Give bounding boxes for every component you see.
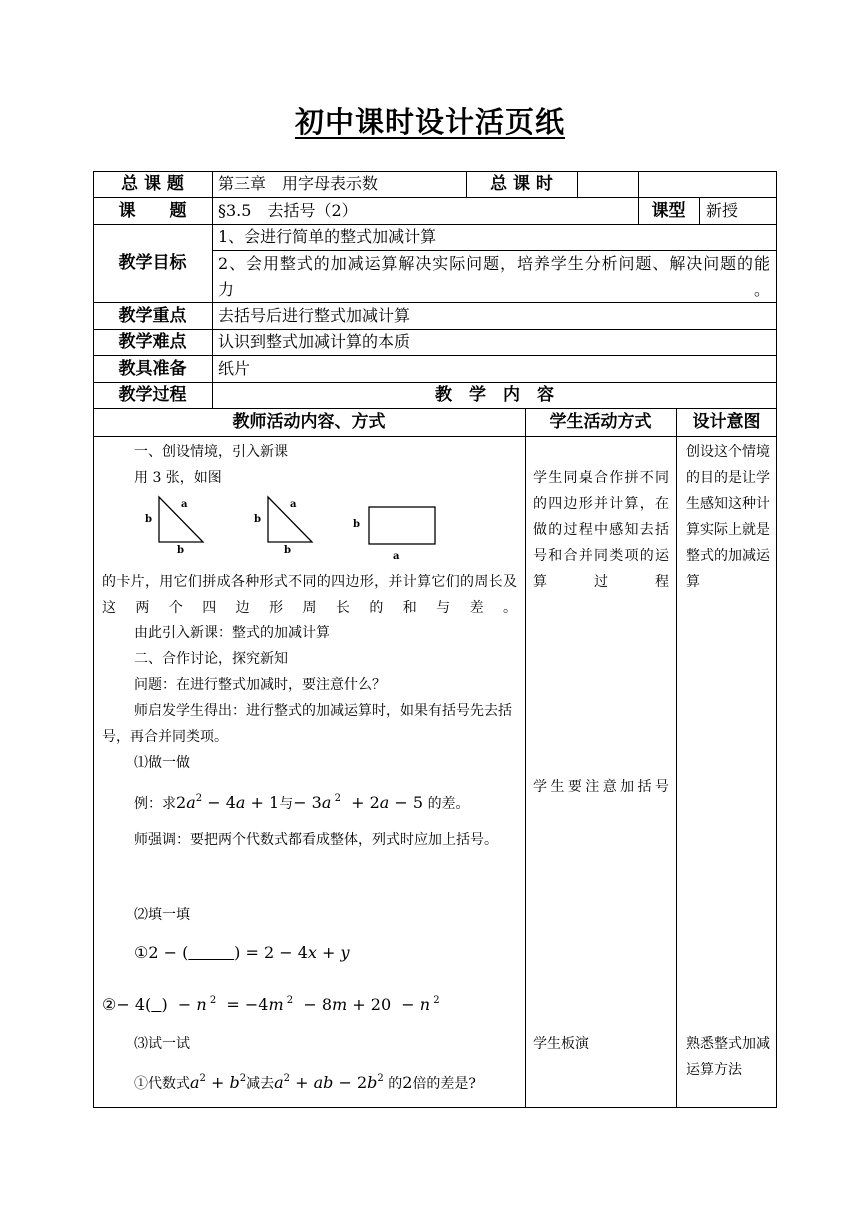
example-problem: 例：求$2a^2 - 4a + 1$与− 3a $^2$ + 2a − 5 的差。 [134, 793, 470, 812]
lesson-type-value: 新授 [706, 201, 739, 220]
figure-label: b [177, 545, 184, 556]
try-mark: ①代数式 [134, 1076, 190, 1092]
figure-label: b [284, 545, 291, 556]
topic-label: 课 题 [118, 201, 187, 221]
fill-in-1: ①2 − ( ) = 2 − 4x + y [134, 943, 350, 962]
design-intent: 熟悉整式加减运算方法 [686, 1036, 770, 1078]
intent-column-header: 设计意图 [692, 412, 761, 432]
student-column-header: 学生活动方式 [549, 412, 652, 432]
teacher-line: 二、合作讨论，探究新知 [134, 651, 288, 667]
teacher-line: ⑴做一做 [134, 755, 190, 771]
total-hours-label: 总 课 时 [490, 174, 553, 194]
figure-label: b [353, 519, 360, 530]
example-prefix: 例：求 [134, 796, 176, 812]
fill-1-mark: ① [134, 943, 149, 962]
total-topic-label: 总 课 题 [121, 174, 184, 194]
teacher-line: 由此引入新课：整式的加减计算 [134, 625, 330, 641]
content-label: 教 学 内 容 [435, 385, 554, 405]
figure-label: b [254, 514, 261, 525]
difficulty-label: 教学难点 [118, 332, 187, 352]
example-with: 与 [279, 796, 294, 812]
goal-1: 1、会进行简单的整式加减计算 [218, 227, 437, 246]
fill-2-mark: ② [102, 995, 117, 1014]
teacher-line: 一、创设情境，引入新课 [134, 444, 288, 460]
teacher-paragraph: 师强调：要把两个代数式都看成整体，列式时应加上括号。 [134, 832, 498, 848]
topic-value: §3.5 去括号（2） [218, 201, 358, 220]
lesson-type-label: 课型 [651, 201, 686, 221]
try-subtract: 减去 [246, 1076, 275, 1092]
figure-label: a [290, 499, 297, 510]
teacher-line: 用 3 张，如图 [134, 470, 222, 486]
teacher-paragraph: 的卡片，用它们拼成各种形式不同的四边形，并计算它们的周长及这两个四边形周长的和与差。 [102, 574, 517, 616]
teacher-paragraph: 师启发学生得出：进行整式的加减运算时，如果有括号先去括号，再合并同类项。 [102, 703, 512, 745]
figure-label: a [181, 499, 188, 510]
example-suffix: 的差。 [427, 796, 470, 812]
teacher-column-header: 教师活动内容、方式 [232, 412, 386, 432]
teacher-line: ⑵填一填 [134, 907, 190, 923]
try-suffix-num: 2 [402, 1073, 413, 1092]
try-suffix-post: 倍的差是? [412, 1076, 476, 1092]
document-title: 初中课时设计活页纸 [294, 105, 565, 139]
figure-label: a [393, 551, 400, 562]
design-intent: 创设这个情境的目的是让学生感知这种计算实际上就是整式的加减运算 [686, 444, 770, 590]
fill-in-2: ②− 4( ) − n $^2$ = −4m $^2$ − 8m + 20 − n $^2$ [102, 995, 440, 1014]
try-problem: ①代数式$a^2 + b^2$减去$a^2$ + ab − $2b^2$ 的2倍的差是? [134, 1073, 476, 1092]
student-activity: 学生板演 [533, 1036, 589, 1052]
tools-label: 教具准备 [118, 359, 187, 379]
total-topic-value: 第三章 用字母表示数 [218, 174, 379, 193]
goals-label: 教学目标 [118, 253, 187, 273]
process-label: 教学过程 [118, 385, 187, 405]
goal-2: 2、会用整式的加减运算解决实际问题，培养学生分析问题、解决问题的能力。 [218, 254, 770, 299]
teacher-line: ⑶试一试 [134, 1036, 190, 1052]
tools-value: 纸片 [218, 359, 251, 378]
try-suffix-pre: 的 [388, 1076, 403, 1092]
teacher-line: 问题：在进行整式加减时，要注意什么？ [134, 677, 386, 693]
figure-label: b [145, 514, 152, 525]
key-point-value: 去括号后进行整式加减计算 [218, 306, 411, 325]
key-point-label: 教学重点 [118, 306, 187, 326]
student-activity: 学生要注意加括号 [533, 779, 669, 795]
student-activity: 学生同桌合作拼不同的四边形并计算，在做的过程中感知去括号和合并同类项的运算过程 [533, 470, 669, 590]
rectangle-card [369, 507, 435, 544]
difficulty-value: 认识到整式加减计算的本质 [218, 332, 411, 351]
